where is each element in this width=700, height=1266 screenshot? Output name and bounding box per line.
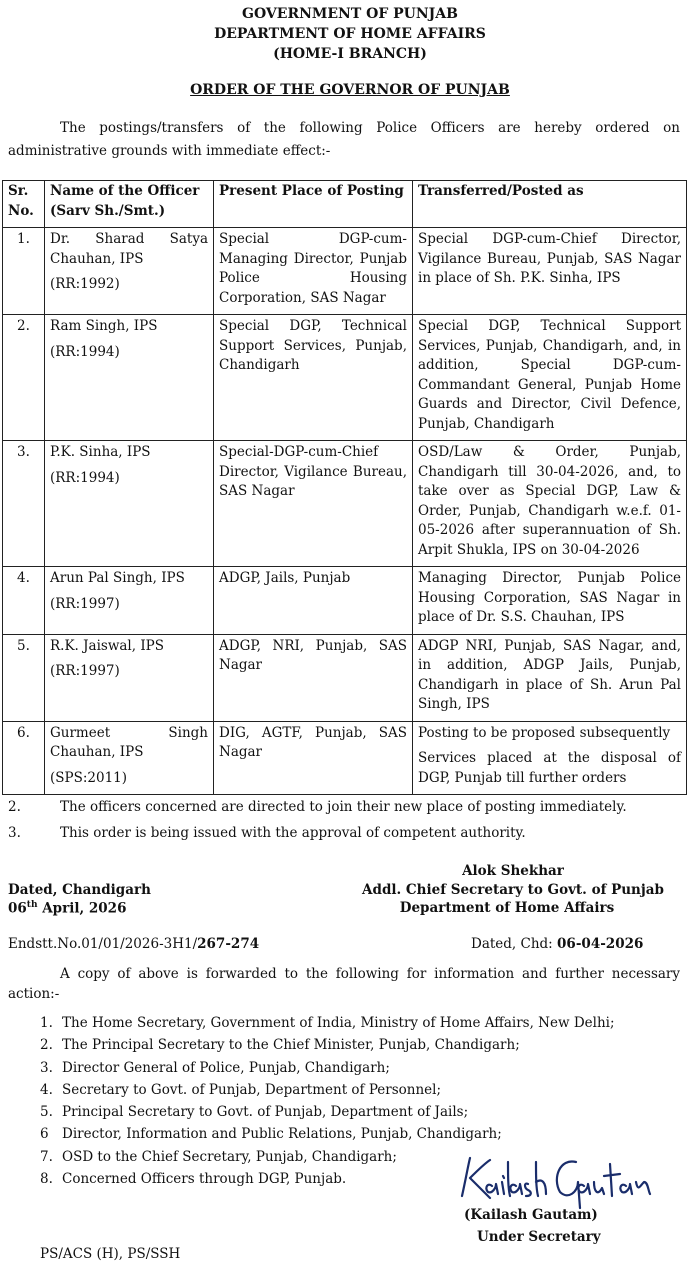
under-secretary-name: (Kailash Gautam) — [464, 1207, 598, 1223]
header-line-government: GOVERNMENT OF PUNJAB — [242, 6, 458, 22]
list-text: The Principal Secretary to the Chief Minister, Punjab, Chandigarh; — [62, 1037, 520, 1054]
list-text: Principal Secretary to Govt. of Punjab, Department of Jails; — [62, 1104, 469, 1121]
list-text: The Home Secretary, Government of India, Ministry of Home Affairs, New Delhi; — [62, 1015, 615, 1031]
cell-present: Special DGP-cum-Managing Director, Punjab Police Housing Corporation, SAS Nagar — [214, 228, 413, 315]
endorsement-date — [471, 936, 643, 952]
list-number: 4. — [40, 1081, 53, 1098]
cell-posted — [413, 721, 687, 795]
list-number: 5. — [40, 1104, 53, 1121]
handwritten-signature — [456, 1148, 656, 1210]
list-number: 1. — [40, 1015, 53, 1031]
list-item — [40, 1060, 690, 1082]
footer-copy-to: PS/ACS (H), PS/SSH — [40, 1246, 181, 1262]
header-transferred-posted: Transferred/Posted as — [413, 181, 687, 228]
header-present-posting: Present Place of Posting — [214, 181, 413, 228]
cell-present: Special DGP, Technical Support Services, Punjab, Chandigarh — [214, 315, 413, 441]
cell-officer — [45, 721, 214, 795]
officer-grade: (SPS:2011) — [50, 769, 128, 786]
cell-sr: 5. — [3, 634, 45, 721]
cell-sr: 4. — [3, 567, 45, 635]
cell-sr: 6. — [3, 721, 45, 795]
cell-sr: 2. — [3, 315, 45, 441]
cell-present: ADGP, NRI, Punjab, SAS Nagar — [214, 634, 413, 721]
dated-day: 06 — [8, 900, 27, 917]
table-row — [3, 721, 687, 795]
cell-officer — [45, 228, 214, 315]
intro-paragraph: The postings/transfers of the following Police Officers are hereby ordered on administrative grounds with immediate effect:- — [8, 120, 680, 159]
list-item — [40, 1082, 690, 1104]
under-secretary-title: Under Secretary — [477, 1229, 601, 1245]
endorsement-date-label: Dated, Chd: — [471, 936, 558, 952]
list-text: Director General of Police, Punjab, Chandigarh; — [62, 1059, 390, 1076]
header-line-department: DEPARTMENT OF HOME AFFAIRS — [214, 26, 486, 42]
cell-present: DIG, AGTF, Punjab, SAS Nagar — [214, 721, 413, 795]
cell-posted — [413, 315, 687, 441]
list-item — [40, 1037, 690, 1059]
officer-name: Arun Pal Singh, IPS — [50, 570, 185, 586]
posted-text: ADGP NRI, Punjab, SAS Nagar, and, in addition, ADGP Jails, Punjab, Chandigarh in place of Sh. Arun Pal Singh, IPS — [418, 637, 681, 712]
dated-place: Dated, Chandigarh — [8, 882, 151, 898]
officer-name: Gurmeet Singh Chauhan, IPS — [50, 724, 208, 760]
postings-table — [2, 180, 687, 795]
officer-grade: (RR:1994) — [50, 343, 120, 360]
header-officer-name: Name of the Officer (Sarv Sh./Smt.) — [45, 181, 214, 228]
cell-posted — [413, 567, 687, 635]
posted-text: Managing Director, Punjab Police Housing Corporation, SAS Nagar in place of Dr. S.S. Chauhan, IPS — [418, 570, 681, 625]
dated-day-suffix: th — [26, 900, 38, 910]
paragraph-3 — [8, 825, 688, 841]
cell-officer — [45, 441, 214, 567]
posted-text: OSD/Law & Order, Punjab, Chandigarh till 30-04-2026, and, to take over as Special DGP, Law & Order, Punjab, Chandigarh w.e.f. 01-05-2026 after superannuation of Sh. Arpit Shukla, IPS on 30-04-2026 — [418, 444, 681, 558]
endorsement-date-value: 06-04-2026 — [557, 936, 644, 952]
officer-name: P.K. Sinha, IPS — [50, 444, 151, 460]
endorsement-prefix: Endstt.No.01/01/2026-3H1/ — [8, 936, 198, 952]
endorsement-range: 267-274 — [197, 936, 260, 952]
paragraph-3-number: 3. — [8, 825, 21, 841]
signatory-department: Department of Home Affairs — [399, 900, 615, 916]
posted-text: Special DGP-cum-Chief Director, Vigilance Bureau, Punjab, SAS Nagar in place of Sh. P.K. Sinha, IPS — [418, 231, 681, 286]
posted-text: Posting to be proposed subsequently — [418, 724, 671, 741]
cell-officer — [45, 567, 214, 635]
officer-grade: (RR:1997) — [50, 595, 120, 612]
table-row — [3, 228, 687, 315]
officer-grade: (RR:1992) — [50, 276, 120, 292]
signatory-name: Alok Shekhar — [462, 863, 564, 879]
list-number: 2. — [40, 1037, 53, 1054]
list-text: OSD to the Chief Secretary, Punjab, Chandigarh; — [62, 1148, 397, 1165]
list-text: Director, Information and Public Relations, Punjab, Chandigarh; — [62, 1126, 502, 1143]
table-row — [3, 441, 687, 567]
table-row — [3, 634, 687, 721]
order-title: ORDER OF THE GOVERNOR OF PUNJAB — [190, 82, 510, 98]
cell-sr: 3. — [3, 441, 45, 567]
cell-sr: 1. — [3, 228, 45, 315]
header-line-branch: (HOME-I BRANCH) — [273, 46, 427, 62]
list-item — [40, 1104, 690, 1126]
header-sr-no: Sr. No. — [3, 181, 45, 228]
list-item — [40, 1015, 690, 1037]
posted-text: Special DGP, Technical Support Services, Punjab, Chandigarh, and, in addition, Special DGP-cum-Commandant General, Punjab Home Guards and Director, Civil Defence, Punjab, Chandigarh — [418, 318, 681, 432]
list-number: 3. — [40, 1059, 53, 1076]
list-number: 8. — [40, 1171, 53, 1188]
copy-intro: A copy of above is forwarded to the following for information and further necessary action:- — [8, 966, 680, 1002]
officer-name: R.K. Jaiswal, IPS — [50, 637, 164, 654]
paragraph-3-text: This order is being issued with the approval of competent authority. — [60, 825, 526, 841]
table-header-row — [3, 181, 687, 228]
officer-name: Ram Singh, IPS — [50, 318, 158, 334]
list-text: Concerned Officers through DGP, Punjab. — [62, 1171, 347, 1188]
dated-date — [8, 900, 126, 917]
cell-present: ADGP, Jails, Punjab — [214, 567, 413, 635]
table-row — [3, 567, 687, 635]
list-text: Secretary to Govt. of Punjab, Department of Personnel; — [62, 1081, 442, 1098]
paragraph-2 — [8, 799, 688, 815]
cell-posted — [413, 634, 687, 721]
officer-grade: (RR:1997) — [50, 663, 120, 679]
officer-grade: (RR:1994) — [50, 469, 120, 486]
posted-text-secondary: Services placed at the disposal of DGP, Punjab till further orders — [418, 750, 681, 786]
list-number: 6 — [40, 1126, 49, 1143]
list-number: 7. — [40, 1148, 53, 1165]
officer-name: Dr. Sharad Satya Chauhan, IPS — [50, 231, 208, 267]
dated-month-year: April, 2026 — [37, 900, 127, 917]
cell-present: Special-DGP-cum-Chief Director, Vigilance Bureau, SAS Nagar — [214, 441, 413, 567]
cell-officer — [45, 634, 214, 721]
paragraph-2-number: 2. — [8, 799, 21, 815]
paragraph-2-text: The officers concerned are directed to join their new place of posting immediately. — [60, 799, 627, 815]
endorsement-number — [8, 936, 259, 952]
cell-posted — [413, 228, 687, 315]
cell-officer — [45, 315, 214, 441]
cell-posted — [413, 441, 687, 567]
list-item — [40, 1126, 690, 1148]
signatory-designation: Addl. Chief Secretary to Govt. of Punjab — [362, 882, 664, 898]
table-row — [3, 315, 687, 441]
